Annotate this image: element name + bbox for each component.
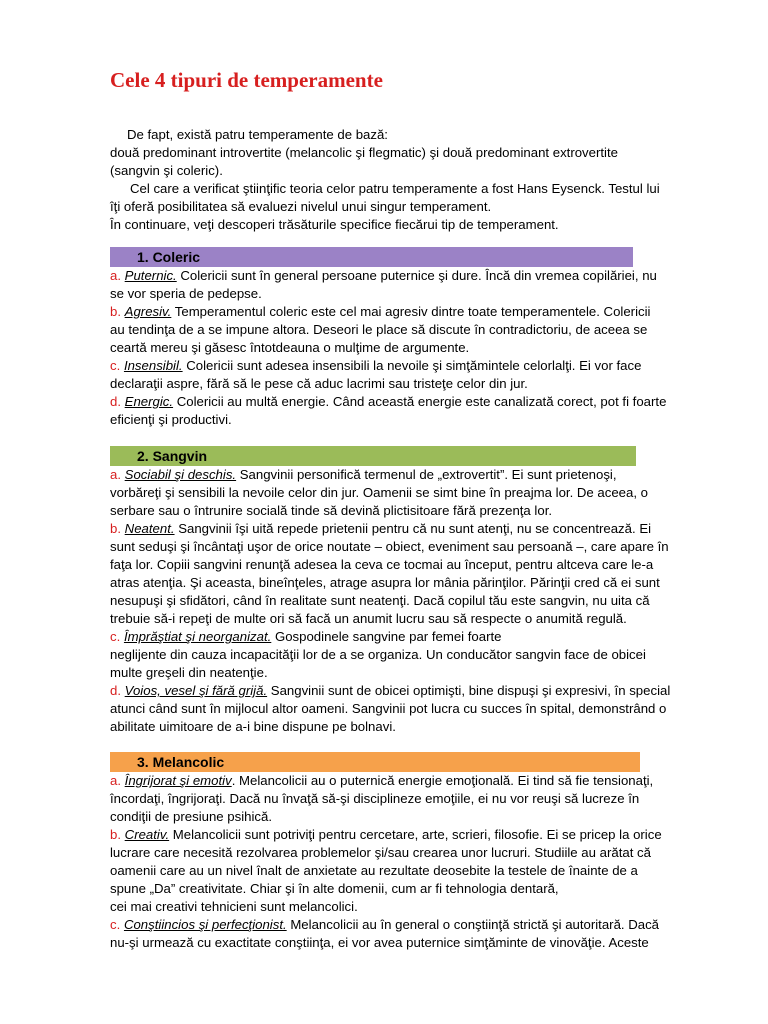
item-text: au tendinţa de a se impune altora. Deseori le place să discute în contradictoriu, de aceea se [110,322,648,337]
item-term: Agresiv. [124,304,172,319]
section-heading-coleric: 1. Coleric [110,247,633,267]
item-text: condiţii de presiune psihică. [110,809,273,824]
item-text: neglijente din cauza incapacităţii lor de a se organiza. Un conducător sangvin face de obicei [110,647,646,662]
item-text: atunci când sunt în mijlocul altor oameni. Sangvinii pot lucra cu succes în spital, demonstrând o [110,701,667,716]
section-line [110,375,710,393]
document-title: Cele 4 tipuri de temperamente [110,68,383,92]
item-text: Sangvinii personifică termenul de „extrovertit”. Ei sunt prietenoşi, [236,467,617,482]
item-text: vorbăreţi şi sensibili la nevoile celor din jur. Oamenii se simt bine în preajma lor. De aceea, o [110,485,649,500]
item-text: eficienţi şi productivi. [110,412,232,427]
section-body-sangvin [110,466,710,736]
item-text: Melancolicii au în general o conştiinţă strictă şi autoritară. Dacă [286,917,660,932]
item-text: . Melancolicii au o puternică energie emoţională. Ei tind să fie tensionaţi, [231,773,654,788]
item-letter: b. [110,827,121,842]
section-line [110,411,710,429]
item-text: încordaţi, îngrijoraţi. Dacă nu învaţă să-şi disciplineze emoţiile, ei nu vor reuşi să lucreze în [110,791,640,806]
item-term: Puternic. [124,268,177,283]
section-line [110,520,710,538]
section-body-coleric [110,267,710,429]
section-line [110,574,710,592]
section-line [110,610,710,628]
item-text: nesupuşi şi sfidători, când în realitate sunt neatenţi. Dacă copilul tău este sangvin, nu uita că [110,593,650,608]
section-line [110,790,710,808]
intro-paragraph [110,126,710,234]
item-text: cei mai creativi tehnicieni sunt melancolici. [110,899,358,914]
section-line [110,664,710,682]
item-term: Energic. [124,394,174,409]
item-text: trebuie să-i repeţi de multe ori să facă un anumit lucru sau să respecte o anumită regulă. [110,611,627,626]
section-line [110,880,710,898]
section-line [110,808,710,826]
section-line [110,898,710,916]
item-text: multe greşeli din neatenţie. [110,665,268,680]
section-line [110,321,710,339]
item-text: spune „Da” creativitate. Chiar şi în alte domenii, cum ar fi tehnologia dentară, [110,881,559,896]
section-line [110,934,710,952]
section-line [110,700,710,718]
item-text: abilitate uimitoare de a-i bine dispune pe bolnavi. [110,719,396,734]
item-text: se vor speria de pedepse. [110,286,262,301]
intro-line: În continuare, veţi descoperi trăsăturile specifice fiecărui tip de temperament. [110,217,559,232]
item-text: ceartă mereu şi găsesc întotdeauna o mulţime de argumente. [110,340,470,355]
item-letter: b. [110,521,121,536]
item-term: Conştiincios şi perfecţionist. [123,917,287,932]
item-term: Neatent. [124,521,175,536]
section-line [110,466,710,484]
item-term: Împrăştiat şi neorganizat. [123,629,272,644]
section-line [110,592,710,610]
section-line [110,393,710,411]
item-letter: c. [110,629,121,644]
item-letter: a. [110,467,121,482]
section-line [110,646,710,664]
item-text: Temperamentul coleric este cel mai agresiv dintre toate temperamentele. Colericii [171,304,651,319]
section-line [110,772,710,790]
item-text: lucrare care necesită rezolvarea problemelor şi/sau crearea unor lucruri. Studiile au arătat că [110,845,651,860]
intro-line: îţi oferă posibilitatea să evaluezi nivelul unui singur temperament. [110,199,492,214]
intro-line: două predominant introvertite (melancolic şi flegmatic) şi două predominant extrovertite [110,145,618,160]
item-letter: c. [110,917,121,932]
section-line [110,916,710,934]
section-line [110,682,710,700]
item-text: Colericii sunt adesea insensibili la nevoile şi simţămintele celorlalţi. Ei vor face [182,358,642,373]
item-text: Melancolicii sunt potriviţi pentru cercetare, arte, scrieri, filosofie. Ei se pricep la orice [169,827,662,842]
item-text: oamenii care au un nivel înalt de anxietate au rezultate deosebite la testele de înainte de a [110,863,638,878]
item-letter: d. [110,394,121,409]
item-letter: b. [110,304,121,319]
section-heading-sangvin: 2. Sangvin [110,446,636,466]
item-term: Creativ. [124,827,170,842]
item-text: Sangvinii îşi uită repede prietenii pentru că nu sunt atenţi, nu se concentrează. Ei [174,521,652,536]
section-line [110,538,710,556]
section-line [110,556,710,574]
item-text: Gospodinele sangvine par femei foarte [271,629,502,644]
item-text: Colericii sunt în general persoane puternice şi dure. Încă din vremea copilăriei, nu [176,268,657,283]
intro-line: (sangvin şi coleric). [110,163,223,178]
section-body-melancolic [110,772,710,952]
section-line [110,826,710,844]
section-line [110,303,710,321]
item-text: declaraţii aspre, fără să le pese că aduc lacrimi sau tristeţe celor din jur. [110,376,528,391]
section-line [110,502,710,520]
section-line [110,484,710,502]
item-term: Voios, vesel şi fără grijă. [124,683,268,698]
item-term: Sociabil şi deschis. [124,467,237,482]
section-line [110,862,710,880]
intro-line: Cel care a verificat ştiinţific teoria celor patru temperamente a fost Hans Eysenck. Testul lui [130,181,660,196]
section-heading-melancolic: 3. Melancolic [110,752,640,772]
section-line [110,339,710,357]
section-line [110,844,710,862]
item-letter: c. [110,358,121,373]
section-line [110,357,710,375]
item-letter: a. [110,268,121,283]
item-text: serbare sau o întrunire socială tinde să devină plictisitoare fără prezenţa lor. [110,503,553,518]
item-letter: d. [110,683,121,698]
item-text: sunt seduşi şi încântaţi uşor de orice noutate – obiect, eveniment sau persoană –, care apare în [110,539,669,554]
section-line [110,267,710,285]
section-line [110,718,710,736]
item-term: Îngrijorat şi emotiv [124,773,232,788]
item-text: Colericii au multă energie. Când această energie este canalizată corect, pot fi foarte [173,394,667,409]
item-term: Insensibil. [123,358,183,373]
item-text: faţa lor. Copiii sangvini renunţă adesea la ceva ce tocmai au început, pentru altceva care le-a [110,557,654,572]
item-text: Sangvinii sunt de obicei optimişti, bine dispuşi şi expresivi, în special [267,683,671,698]
item-text: atras atenţia. Şi aceasta, bineînţeles, atrage asupra lor mânia părinţilor. Părinţii cred că ei sunt [110,575,660,590]
item-text: nu-şi urmează cu exactitate conştiinţa, ei vor avea puternice simţăminte de vinovăţie. Aceste [110,935,649,950]
section-line [110,285,710,303]
intro-line: De fapt, există patru temperamente de bază: [127,127,388,142]
item-letter: a. [110,773,121,788]
section-line [110,628,710,646]
